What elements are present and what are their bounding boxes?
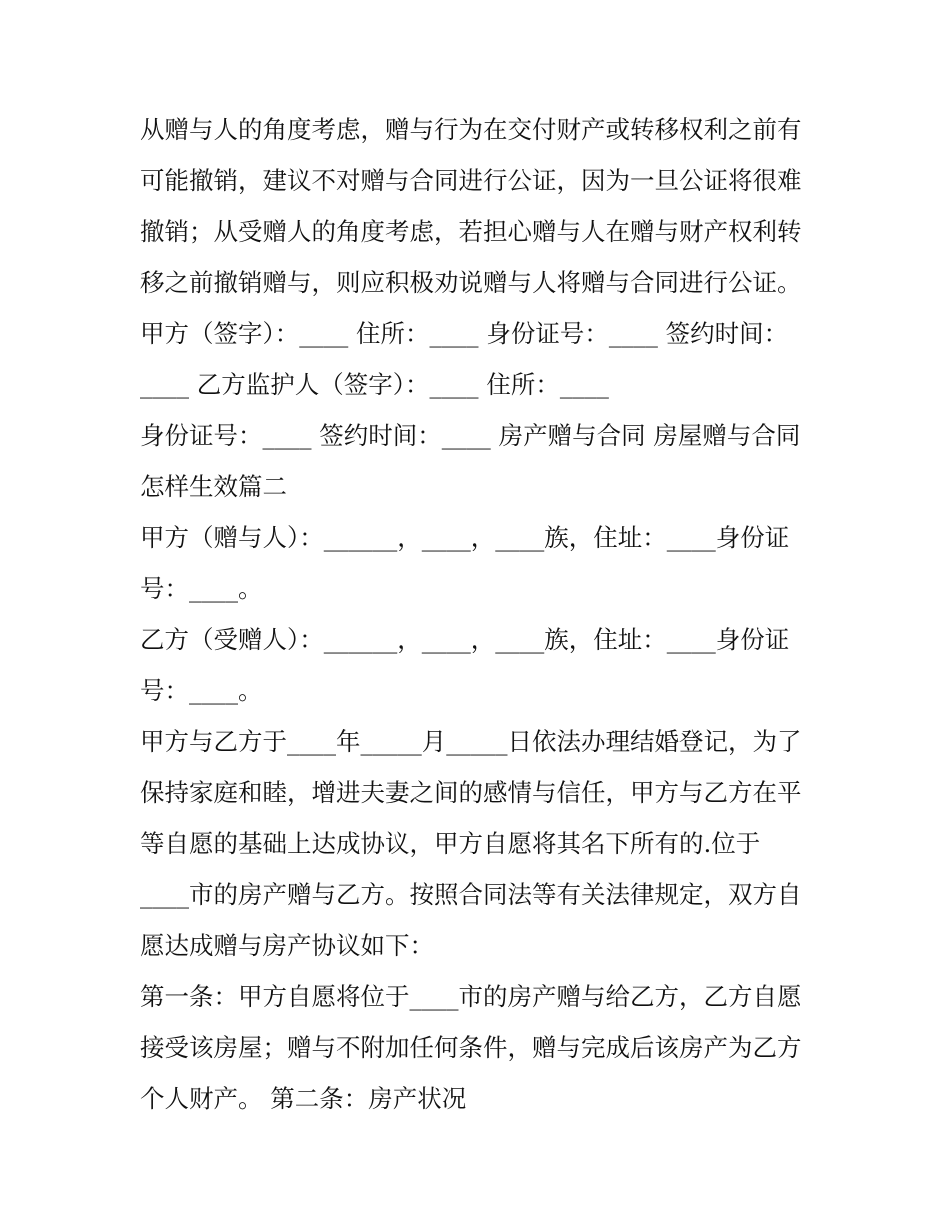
text-line: 可能撤销，建议不对赠与合同进行公证，因为一旦公证将很难	[140, 166, 802, 195]
text-line: 号：____。	[140, 574, 263, 603]
text-line: 移之前撤销赠与，则应积极劝说赠与人将赠与合同进行公证。	[140, 268, 802, 297]
text-line: 保持家庭和睦，增进夫妻之间的感情与信任，甲方与乙方在平	[140, 778, 802, 807]
text-line: 接受该房屋；赠与不附加任何条件，赠与完成后该房产为乙方	[140, 1033, 802, 1062]
text-line: 乙方（受赠人）：______，____，____族，住址：____身份证	[140, 625, 790, 654]
text-line: 号：____。	[140, 676, 263, 705]
text-line: 身份证号：____ 签约时间：____ 房产赠与合同 房屋赠与合同	[140, 421, 801, 450]
text-line: 甲方（签字）：____ 住所：____ 身份证号：____ 签约时间：	[140, 319, 789, 348]
text-line: 愿达成赠与房产协议如下：	[140, 931, 434, 960]
text-line: ____市的房产赠与乙方。按照合同法等有关法律规定，双方自	[140, 880, 802, 909]
document-body	[140, 104, 820, 1124]
text-line: 个人财产。 第二条：房产状况	[140, 1084, 467, 1113]
text-line: 撤销；从受赠人的角度考虑，若担心赠与人在赠与财产权利转	[140, 217, 802, 246]
text-line: 等自愿的基础上达成协议，甲方自愿将其名下所有的.位于	[140, 829, 761, 858]
text-line: 怎样生效篇二	[140, 472, 287, 501]
text-line: 第一条：甲方自愿将位于____市的房产赠与给乙方，乙方自愿	[140, 982, 802, 1011]
text-line: ____ 乙方监护人（签字）：____ 住所：____	[140, 370, 609, 399]
text-line: 甲方与乙方于____年_____月_____日依法办理结婚登记，为了	[140, 727, 802, 756]
text-line: 从赠与人的角度考虑，赠与行为在交付财产或转移权利之前有	[140, 115, 802, 144]
text-line: 甲方（赠与人）：______，____，____族，住址：____身份证	[140, 523, 790, 552]
